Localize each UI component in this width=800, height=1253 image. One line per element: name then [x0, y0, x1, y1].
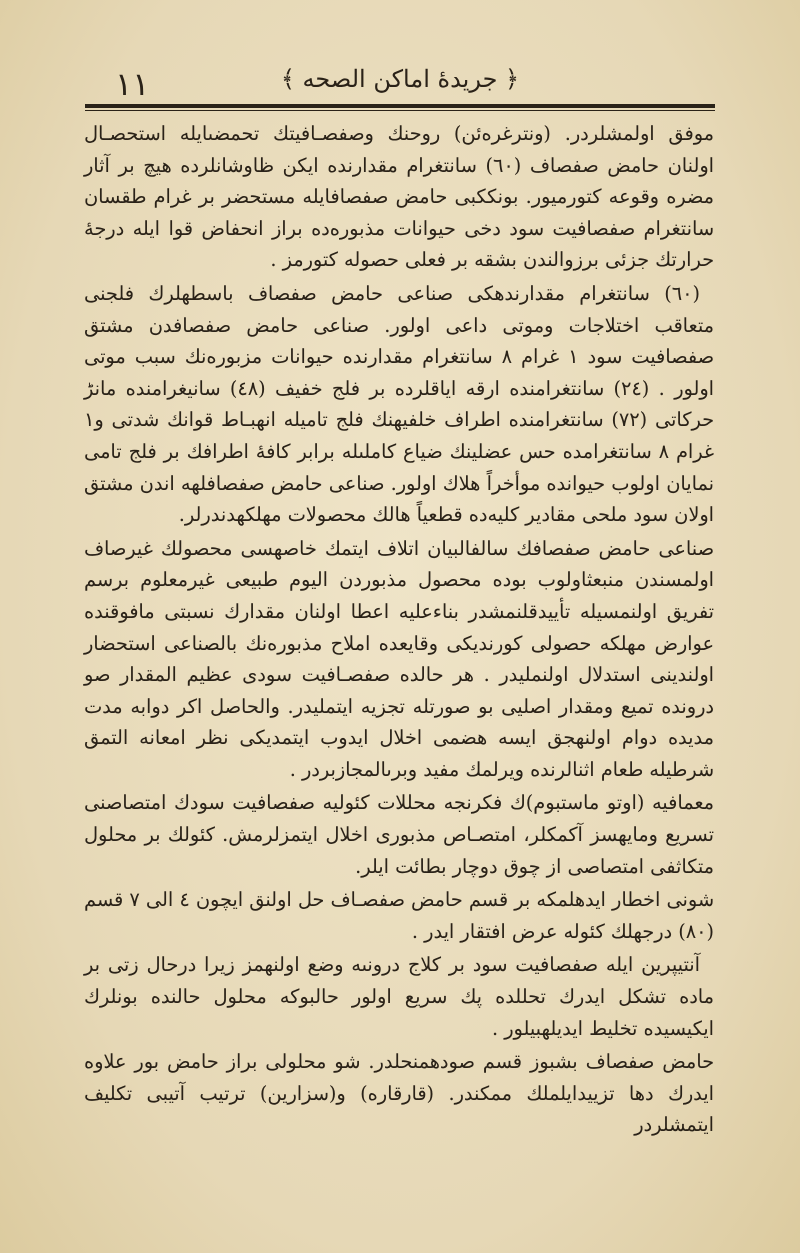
running-head: ﴿ جريدهٔ اماكن الصحه ﴾ — [280, 65, 520, 93]
paragraph: (٦٠) سانتغرام مقدارندهكى صناعى حامض صفصاف باسطهلرك فلجنى متعاقب اختلاجات وموتى داعى اولور. صناعى حامض صفصافدن مشتق صفصافيت سود ١ غرام ٨ سانتغرام مقدارنده حيوانات مزبورەنك سبب موتى اولور . (٢٤) سانتغرامنده ارقه اياقلرده بر فلج خفيف (٤٨) سانيغرامنده مانڑ حركاتى (٧٢) سانتغرامنده اطراف خلفيهنك فلج تاميله انهبـاط قوانك شدتى و١ غرام ٨ سانتغرامده حس عضلينك ضياع كاملىله برابر كافهٔ اطرافك بر فلج تامى نمايان اولوب حيوانده موأخراً هلاك اولور. صناعى حامض صفصافلهه اندن مشتق اولان سود ملحى مقادير كليەده قطعياً هالك محصولات مهلكهدندرلر. — [84, 281, 715, 527]
page-number: ١١ — [115, 65, 150, 103]
paragraph: معمافيه (اوتو ماستبوم)ك فكرنجه محللات كئوليه صفصافيت سودك امتصاصنى تسريع ومايهسز آكمكلر، امتصـاص مذبورى اخلال ايتمزلرمش. كئولك بر محلول متكاثفى امتصاصى از چوق دوچار بطائت ايلر. — [84, 791, 714, 878]
paragraph: موفق اولمشلردر. (ونترغرەئن) روحنك وصفصـافيتك تحمضىايله استحصـال اولنان حامض صفصاف (٦٠) سانتغرام مقدارنده ايكن ظاوشانلرده هيچ بر آثار مضره وقوعه كتورميور. بونككبى حامض صفصافايله مستحضر بر غرام طقسان سانتغرام صفصافيت سود دخى حيوانات مذبورەده براز انحفاض قوا ايله درجهٔ حرارتك جزئى برزوالندن بشقه بر فعلى حصوله كتورمز . — [84, 122, 714, 272]
header-rule-thin — [85, 110, 715, 111]
paragraph: آنتيپرين ايله صفصافيت سود بر كلاج درونىه وضع اولنهمز زيرا درحال زتى بر ماده تشكل ايدرك تحللده پك سريع اولور حالبوكه محلول حالنده بونلرك ايكيسيده تخليط ايديلهبيلور . — [84, 953, 714, 1040]
body-text — [84, 118, 714, 1143]
paragraph: حامض صفصاف بشبوز قسم صودهمنحلدر. شو محلولى براز حامض بور علاوه ايدرك دها تزييدايلملك ممكندر. (قارقاره) و(سزارين) ترتيب آتيبى تكليف ايتمشلردر — [84, 1050, 714, 1137]
paragraph: شونى اخطار ايدهلمكه بر قسم حامض صفصـاف حل اولنق ايچون ٤ الى ٧ قسم (٨٠) درجهلك كئوله عرض افتقار ايدر . — [84, 888, 714, 943]
page-header — [85, 58, 715, 102]
paragraph: صناعى حامض صفصافك سالفالبيان اتلاف ايتمك خاصهسى محصولك غيرصاف اولمسندن منبعثاولوب بوده محصول مذبوردن اليوم طبيعى غيرمعلوم برسم تفريق اولنمسيله تأييدقلنمشدر بناءعليه اعطا اولنان مقدارك نسبتى مافوقنده عوارض مهلكه حصولى كورنديكى وقايعده املاح مذبورەنك بالصناعى استحضار اولندينى استدلال اولنمليدر . هر حالده صفصـافيت سودى عظيم المقدار صو درونده تميع ومقدار اصليى بو صورتله تجزيه ايتمليدر. والحاصل اكر دوابه مدت مديده دوام اولنهجق ايسه هضمى اخلال ايدوب ايتمديكى نظر امعانه التمق شرطيله طعام اثنالرنده ويرلمك مفيد وبرىالمجازبردر . — [84, 536, 714, 781]
header-rule-thick — [85, 104, 715, 108]
